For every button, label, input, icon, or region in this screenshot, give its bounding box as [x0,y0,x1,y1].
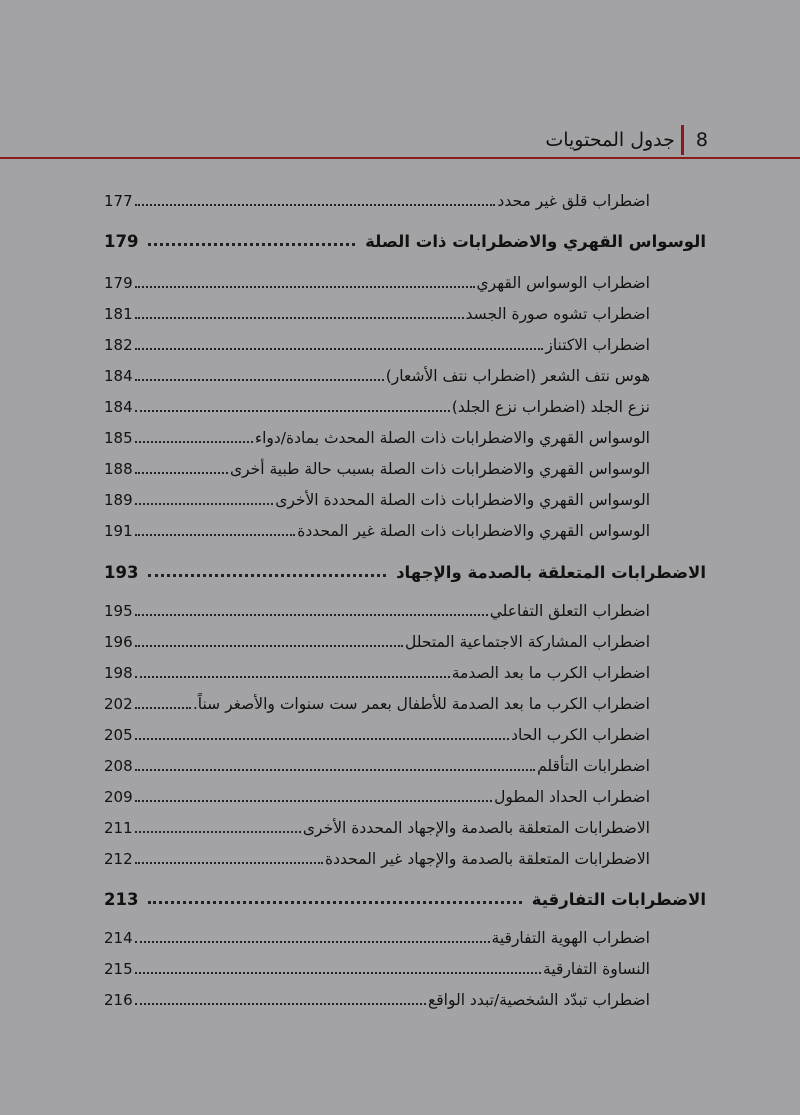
toc-leader-dots [135,600,488,616]
toc-leader-dots [135,958,541,974]
toc-entry-label: هوس نتف الشعر (اضطراب نتف الأشعار) [385,367,650,385]
toc-entry[interactable] [104,846,650,872]
toc-leader-dots [135,927,490,943]
toc-page-number: 191 [104,522,133,540]
toc-page-number: 208 [104,757,133,775]
toc-entry[interactable] [104,753,650,779]
toc-leader-dots [135,989,426,1005]
toc-entry-label: الوسواس القهري والاضطرابات ذات الصلة غير المحددة [297,522,650,540]
toc-entry[interactable] [104,270,650,296]
toc-entry[interactable] [104,784,650,810]
toc-entry[interactable] [104,598,650,624]
header-divider [0,157,800,159]
toc-page-number: 213 [104,889,139,909]
toc-page-number: 195 [104,602,133,620]
toc-page-number: 215 [104,960,133,978]
toc-page-number: 205 [104,726,133,744]
toc-page-number: 202 [104,695,133,713]
toc-entry-label: الاضطرابات المتعلقة بالصدمة والإجهاد غير المحددة [325,850,650,868]
toc-page-number: 188 [104,460,133,478]
toc-entry-label: الوسواس القهري والاضطرابات ذات الصلة المحدث بمادة/دواء [254,429,650,447]
toc-leader-dots [135,458,228,474]
toc-entry-label: نزع الجلد (اضطراب نزع الجلد) [451,398,650,416]
toc-leader-dots [135,520,296,536]
toc-leader-dots [135,272,475,288]
toc-entry[interactable] [104,332,650,358]
toc-entry[interactable] [104,188,650,214]
toc-entry[interactable] [104,660,650,686]
toc-leader-dots [135,427,253,443]
toc-leader-dots [148,560,386,577]
toc-entry-label: اضطراب المشاركة الاجتماعية المتحلل [405,633,650,651]
toc-entry-label: الاضطرابات التفارقية [531,889,706,909]
toc-leader-dots [135,693,191,709]
toc-entry[interactable] [104,456,650,482]
toc-entry[interactable] [104,363,650,389]
toc-entry-label: اضطراب تبدّد الشخصية/تبدد الواقع [428,991,650,1009]
toc-entry[interactable] [104,815,650,841]
toc-entry-label: اضطراب تشوه صورة الجسد [465,305,650,323]
toc-entry[interactable] [104,629,650,655]
toc-entry[interactable] [104,425,650,451]
toc-leader-dots [135,190,496,206]
toc-leader-dots [135,396,450,412]
toc-page-number: 184 [104,367,133,385]
toc-entry[interactable] [104,691,650,717]
toc-page-number: 185 [104,429,133,447]
page-title: جدول المحتويات [545,129,675,151]
toc-leader-dots [135,786,493,802]
toc-leader-dots [135,755,535,771]
toc-entry-label: الوسواس القهري والاضطرابات ذات الصلة المحددة الأخرى [275,491,650,509]
toc-page-number: 179 [104,231,139,251]
toc-leader-dots [135,334,544,350]
toc-entry[interactable] [104,301,650,327]
toc-entry[interactable] [104,956,650,982]
toc-page-number: 181 [104,305,133,323]
toc-section-heading[interactable] [104,228,706,254]
toc-leader-dots [135,631,403,647]
toc-entry[interactable] [104,925,650,951]
toc-page-number: 179 [104,274,133,292]
toc-entry-label: اضطراب الوسواس القهري [476,274,650,292]
toc-page-number: 212 [104,850,133,868]
toc-leader-dots [135,817,301,833]
toc-leader-dots [135,848,323,864]
toc-entry-label: النساوة التفارقية [543,960,650,978]
page-header [545,122,708,158]
toc-page-number: 211 [104,819,133,837]
page-number: 8 [695,129,708,151]
toc-leader-dots [135,489,274,505]
toc-entry-label: اضطراب الكرب الحاد [511,726,650,744]
toc-leader-dots [135,365,384,381]
toc-entry-label: اضطراب قلق غير محدد [497,192,650,210]
toc-entry[interactable] [104,518,650,544]
toc-leader-dots [135,724,509,740]
toc-entry-label: الوسواس القهري والاضطرابات ذات الصلة [365,231,706,251]
toc-page-number: 196 [104,633,133,651]
toc-entry-label: اضطراب الكرب ما بعد الصدمة [451,664,650,682]
toc-entry-label: اضطراب الحداد المطول [494,788,650,806]
toc-page-number: 216 [104,991,133,1009]
toc-page-number: 177 [104,192,133,210]
toc-leader-dots [148,887,521,904]
toc-entry[interactable] [104,487,650,513]
toc-entry-label: الوسواس القهري والاضطرابات ذات الصلة بسبب حالة طبية أخرى [229,460,650,478]
toc-page-number: 182 [104,336,133,354]
toc-page-number: 184 [104,398,133,416]
toc-entry[interactable] [104,722,650,748]
toc-entry[interactable] [104,987,650,1013]
toc-leader-dots [135,662,450,678]
toc-entry-label: الاضطرابات المتعلقة بالصدمة والإجهاد المحددة الأخرى [302,819,650,837]
toc-section-heading[interactable] [104,559,706,585]
toc-entry-label: الاضطرابات المتعلقة بالصدمة والإجهاد [396,562,706,582]
toc-entry-label: اضطرابات التأقلم [537,757,650,775]
toc-leader-dots [135,303,464,319]
toc-leader-dots [148,229,355,246]
toc-page-number: 214 [104,929,133,947]
toc-section-heading[interactable] [104,886,706,912]
toc-entry-label: اضطراب الهوية التفارقية [491,929,650,947]
header-accent-bar [681,125,684,155]
toc-entry-label: اضطراب الكرب ما بعد الصدمة للأطفال بعمر ست سنوات والأصغر سناً. [192,695,650,713]
toc-page-number: 198 [104,664,133,682]
toc-entry[interactable] [104,394,650,420]
toc-entry-label: اضطراب التعلق التفاعلي [489,602,650,620]
toc-page-number: 209 [104,788,133,806]
toc-page-number: 189 [104,491,133,509]
toc-page-number: 193 [104,562,139,582]
toc-entry-label: اضطراب الاكتناز [545,336,650,354]
